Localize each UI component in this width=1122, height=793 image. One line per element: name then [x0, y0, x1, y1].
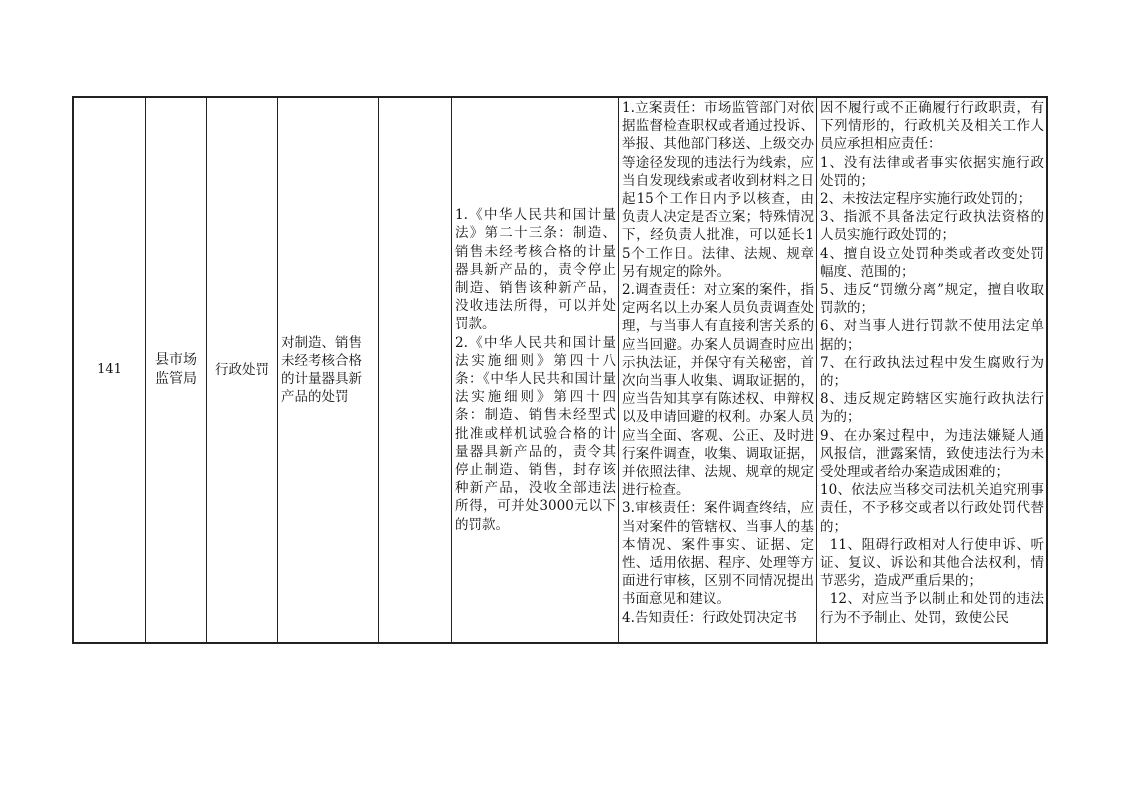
power-list-table: [72, 96, 1048, 644]
item-name-cell: [278, 98, 379, 642]
responsibility-cell: [619, 98, 817, 642]
power-category: 行政处罚: [215, 362, 269, 378]
category-cell: [207, 98, 278, 642]
accountability-text: 因不履行或不正确履行行政职责，有下列情形的，行政机关及相关工作人员应承担相应责任： 1、没有法律或者事实依据实施行政处罚的； 2、未按法定程序实施行政处罚的； 3、指派不具备法定行政执法资格的人员实施行政处罚的； 4、擅自设立处罚种类或者改变处罚幅度、范围的； 5、违反“罚缴分离”规定，擅自收取罚款的； 6、对当事人进行罚款不使用法定单据的； 7、在行政执法过程中发生腐败行为的； 8、违反规定跨辖区实施行政执法行为的； 9、在办案过程中，为违法嫌疑人通风报信，泄露案情，致使违法行为未受处理或者给办案造成困难的； 10、依法应当移交司法机关追究刑事责任，不予移交或者以行政处罚代替的； 11、阻碍行政相对人行使申诉、听证、复议、诉讼和其他合法权利，情节恶劣，造成严重后果的； 12、对应当予以制止和处罚的违法行为不予制止、处罚，致使公民: [820, 100, 1044, 626]
legal-basis-cell: [452, 98, 619, 642]
sub-item-cell: [379, 98, 452, 642]
department-cell: [146, 98, 207, 642]
item-name: 对制造、销售 未经考核合格 的计量器具新 产品的处罚: [281, 335, 362, 405]
department-name: 县市场 监管局: [155, 352, 197, 387]
legal-basis-text: 1.《中华人民共和国计量法》第二十三条：制造、销售未经考核合格的计量器具新产品的，责令停止制造、销售该种新产品，没收违法所得，可以并处罚款。 2.《中华人民共和国计量法实施细则》第四十八条：《中华人民共和国计量法实施细则》第四十四条：制造、销售未经型式批准或样机试验合格的计量器具新产品的，责令其停止制造、销售，封存该种新产品，没收全部违法所得，可并处3000元以下的罚款。: [455, 207, 616, 533]
accountability-cell: [817, 98, 1046, 642]
seq-number: 141: [97, 362, 122, 377]
seq-cell: [74, 98, 146, 642]
responsibility-text: 1.立案责任：市场监管部门对依据监督检查职权或者通过投诉、举报、其他部门移送、上级交办等途径发现的违法行为线索，应当自发现线索或者收到材料之日起15个工作日内予以核查，由负责人决定是否立案；特殊情况下，经负责人批准，可以延长15个工作日。法律、法规、规章另有规定的除外。 2.调查责任：对立案的案件，指定两名以上办案人员负责调查处理，与当事人有直接利害关系的应当回避。办案人员调查时应出示执法证，并保守有关秘密，首次向当事人收集、调取证据的，应当告知其享有陈述权、申辩权以及申请回避的权利。办案人员应当全面、客观、公正、及时进行案件调查，收集、调取证据，并依照法律、法规、规章的规定进行检查。 3.审核责任：案件调查终结，应当对案件的管辖权、当事人的基本情况、案件事实、证据、定性、适用依据、程序、处理等方面进行审核，区别不同情况提出书面意见和建议。 4.告知责任：行政处罚决定书: [622, 100, 814, 626]
